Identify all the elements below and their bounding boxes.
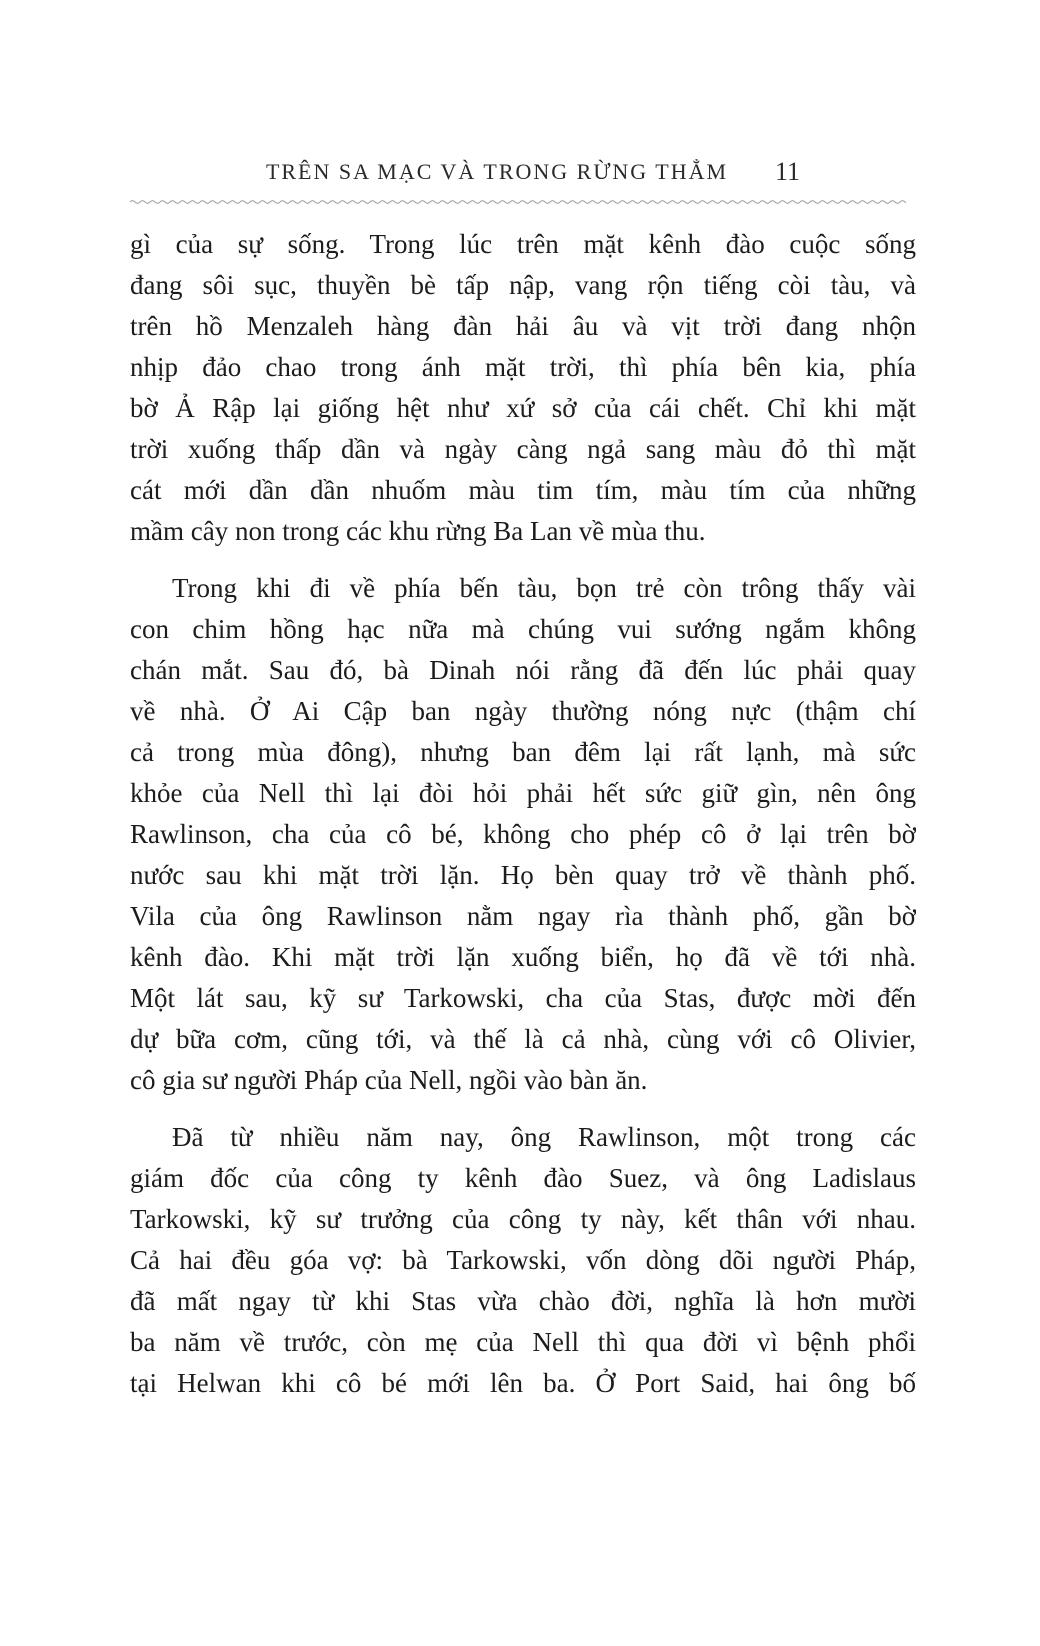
text-line: ba năm về trước, còn mẹ của Nell thì qua đời vì bệnh phổi	[130, 1327, 916, 1357]
text-line: bờ Ả Rập lại giống hệt như xứ sở của cái chết. Chỉ khi mặt	[130, 393, 916, 423]
paragraph	[130, 1117, 916, 1404]
text-line: đang sôi sục, thuyền bè tấp nập, vang rộn tiếng còi tàu, và	[130, 270, 916, 300]
text-line: cả trong mùa đông), nhưng ban đêm lại rất lạnh, mà sức	[130, 737, 916, 767]
text-line: cô gia sư người Pháp của Nell, ngồi vào bàn ăn.	[130, 1065, 648, 1095]
text-line: trên hồ Menzaleh hàng đàn hải âu và vịt trời đang nhộn	[130, 311, 916, 341]
text-line: kênh đào. Khi mặt trời lặn xuống biển, họ đã về tới nhà.	[130, 942, 916, 972]
text-line: dự bữa cơm, cũng tới, và thế là cả nhà, cùng với cô Olivier,	[130, 1024, 916, 1054]
text-line: về nhà. Ở Ai Cập ban ngày thường nóng nực (thậm chí	[130, 696, 916, 726]
text-line: nhịp đảo chao trong ánh mặt trời, thì phía bên kia, phía	[130, 352, 916, 382]
text-line: khỏe của Nell thì lại đòi hỏi phải hết sức giữ gìn, nên ông	[130, 778, 916, 808]
text-line: con chim hồng hạc nữa mà chúng vui sướng ngắm không	[130, 614, 916, 644]
text-line: Một lát sau, kỹ sư Tarkowski, cha của Stas, được mời đến	[130, 983, 916, 1013]
text-line: gì của sự sống. Trong lúc trên mặt kênh đào cuộc sống	[130, 229, 916, 259]
paragraph	[130, 568, 916, 1101]
wavy-divider	[130, 198, 906, 206]
text-line: trời xuống thấp dần và ngày càng ngả sang màu đỏ thì mặt	[130, 434, 916, 464]
page-header	[130, 158, 916, 188]
page-number: 11	[775, 157, 801, 186]
text-line: giám đốc của công ty kênh đào Suez, và ông Ladislaus	[130, 1163, 916, 1193]
text-line: đã mất ngay từ khi Stas vừa chào đời, nghĩa là hơn mười	[130, 1286, 916, 1316]
text-line: Rawlinson, cha của cô bé, không cho phép cô ở lại trên bờ	[130, 819, 916, 849]
text-line: Vila của ông Rawlinson nằm ngay rìa thành phố, gần bờ	[130, 901, 916, 931]
page-body	[130, 224, 916, 1404]
text-line: chán mắt. Sau đó, bà Dinah nói rằng đã đến lúc phải quay	[130, 655, 916, 685]
paragraph	[130, 224, 916, 552]
text-line: mầm cây non trong các khu rừng Ba Lan về mùa thu.	[130, 516, 706, 546]
running-head-title: TRÊN SA MẠC VÀ TRONG RỪNG THẲM	[265, 159, 729, 184]
text-line: Tarkowski, kỹ sư trưởng của công ty này, kết thân với nhau.	[130, 1204, 916, 1234]
text-line: cát mới dần dần nhuốm màu tim tím, màu tím của những	[130, 475, 916, 505]
text-line: Trong khi đi về phía bến tàu, bọn trẻ còn trông thấy vài	[172, 573, 916, 603]
text-line: tại Helwan khi cô bé mới lên ba. Ở Port Said, hai ông bố	[130, 1368, 916, 1398]
text-line: nước sau khi mặt trời lặn. Họ bèn quay trở về thành phố.	[130, 860, 916, 890]
text-line: Cả hai đều góa vợ: bà Tarkowski, vốn dòng dõi người Pháp,	[130, 1245, 916, 1275]
text-line: Đã từ nhiều năm nay, ông Rawlinson, một trong các	[172, 1122, 916, 1152]
